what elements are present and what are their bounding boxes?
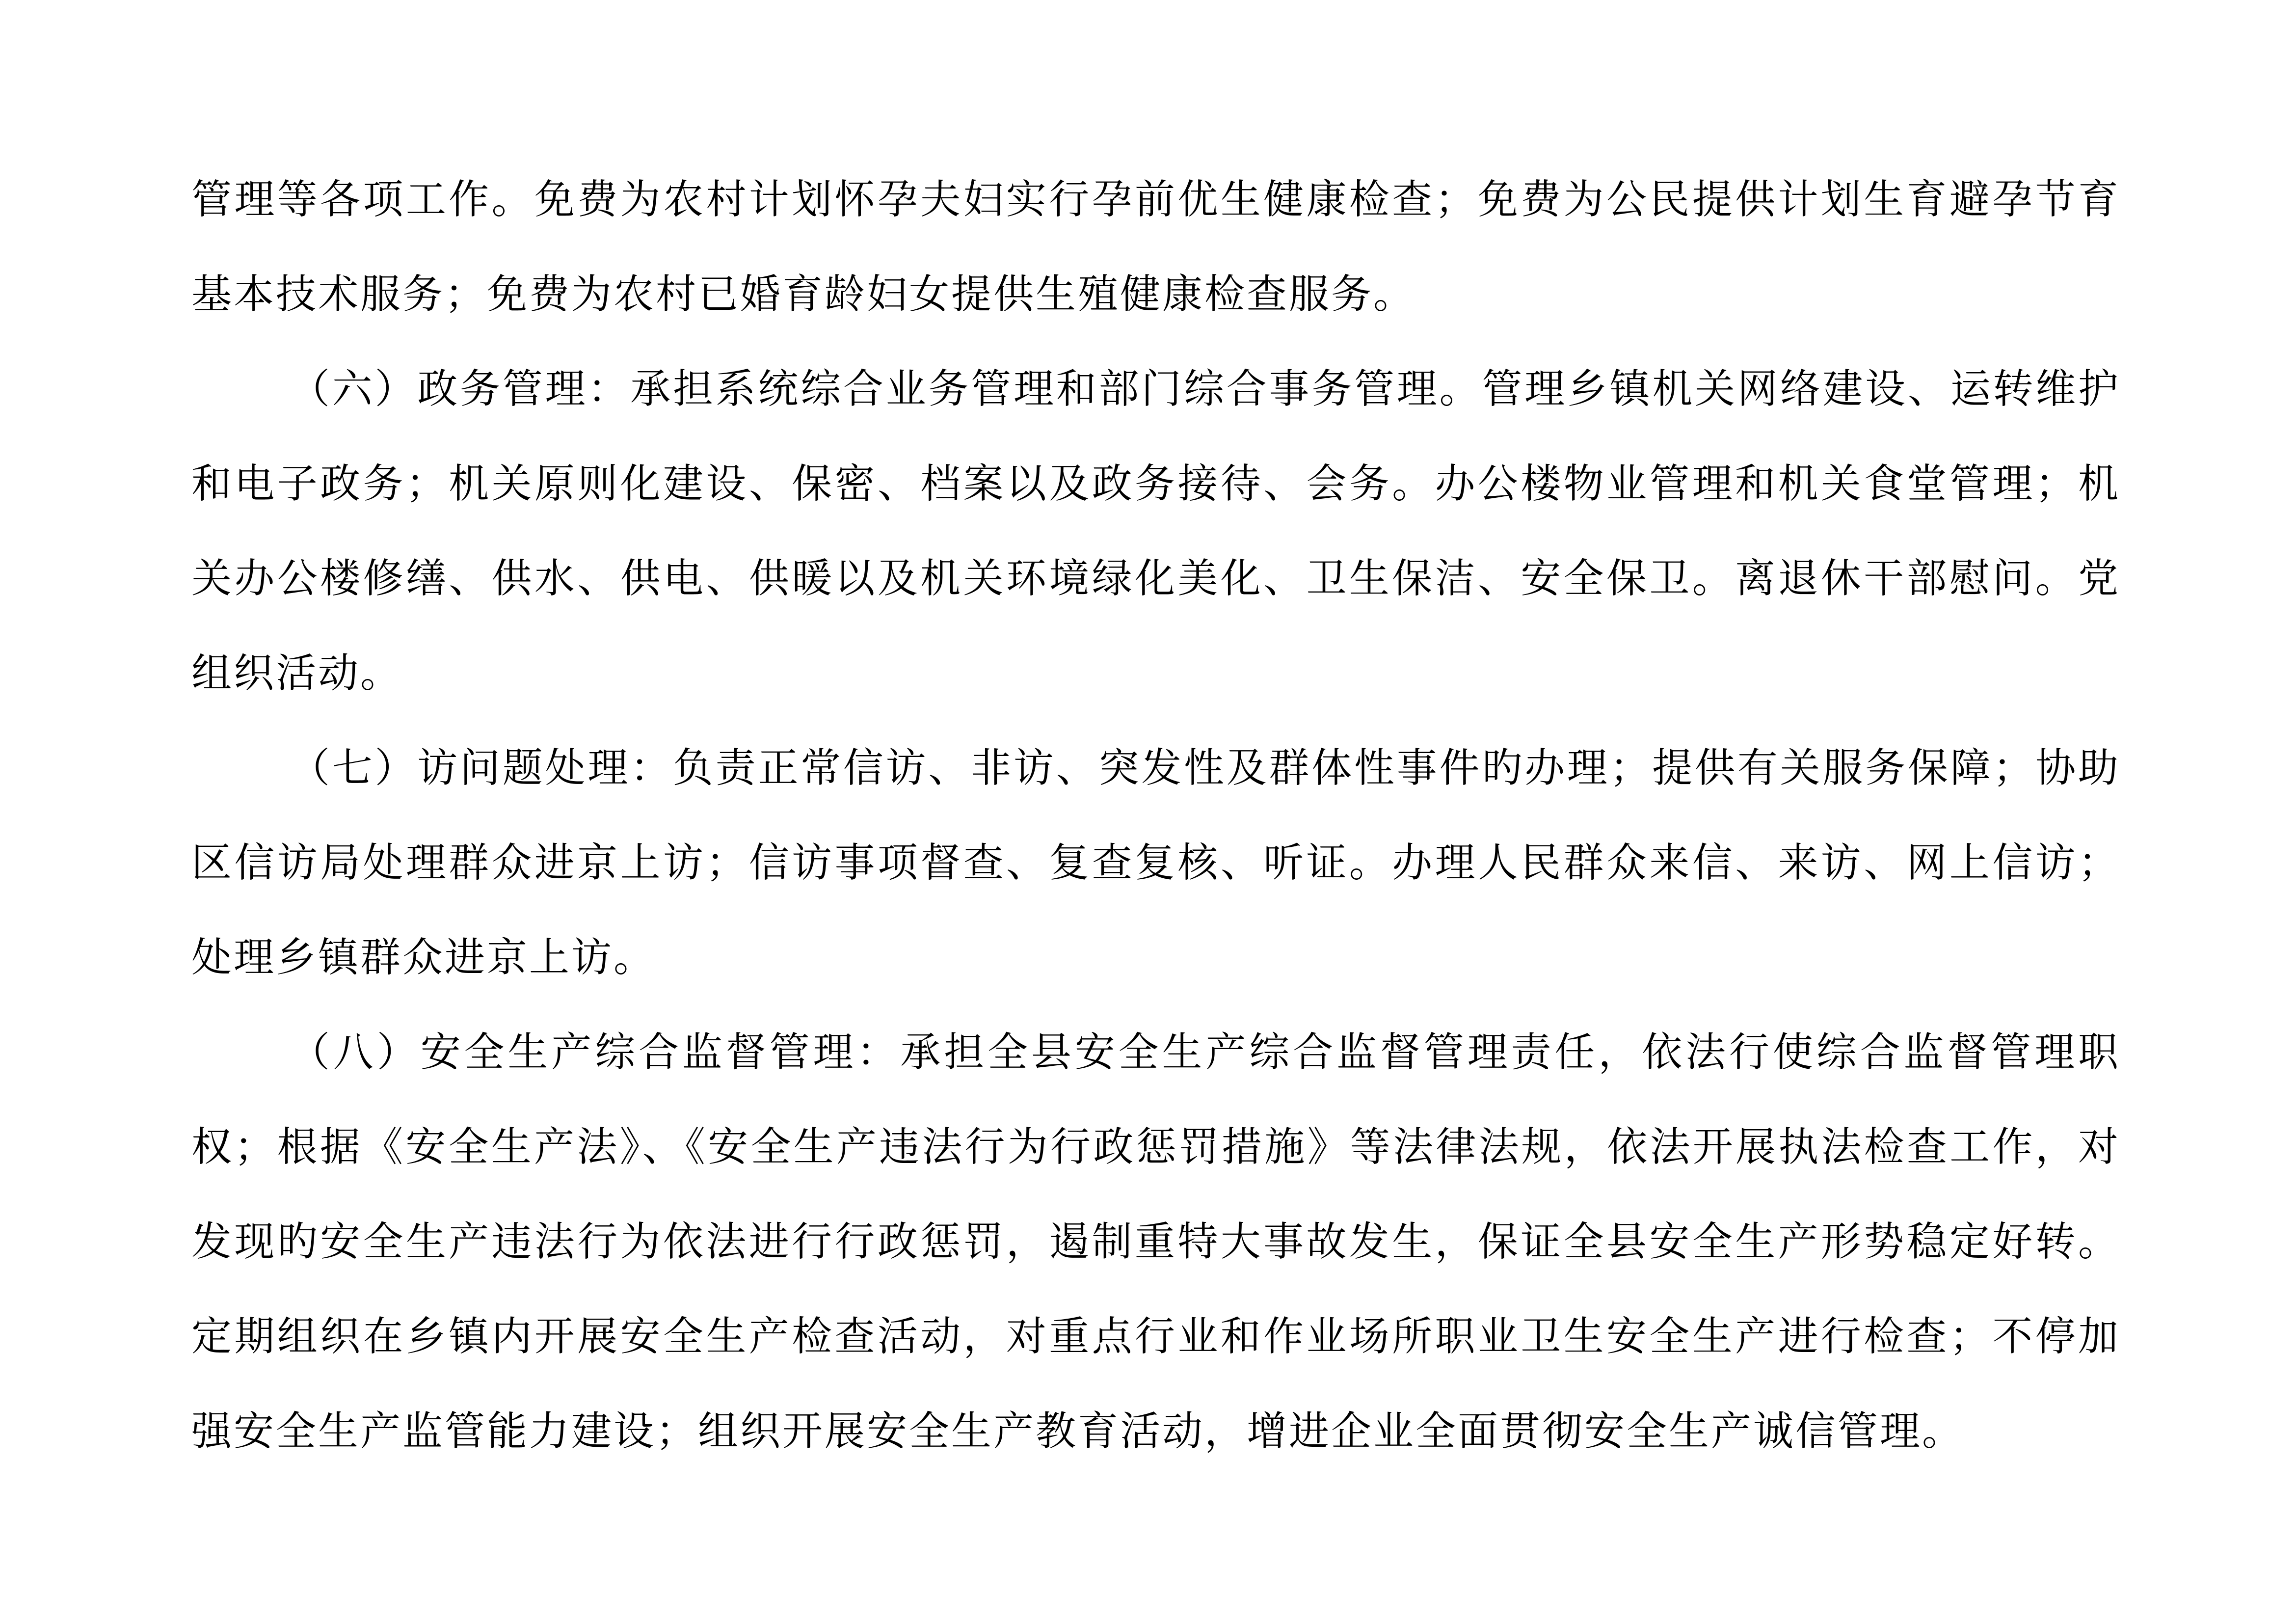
paragraph-continuation: 管理等各项工作。免费为农村计划怀孕夫妇实行孕前优生健康检查；免费为公民提供计划生育避孕节育基本技术服务；免费为农村已婚育龄妇女提供生殖健康检查服务。	[191, 176, 2120, 318]
document-page	[191, 152, 2120, 1479]
paragraph-government-affairs: （六）政务管理：承担系统综合业务管理和部门综合事务管理。管理乡镇机关网络建设、运转维护和电子政务；机关原则化建设、保密、档案以及政务接待、会务。办公楼物业管理和机关食堂管理；机关办公楼修缮、供水、供电、供暖以及机关环境绿化美化、卫生保洁、安全保卫。离退休干部慰问。党组织活动。	[191, 366, 2120, 697]
paragraph-safety-supervision: （八）安全生产综合监督管理：承担全县安全生产综合监督管理责任，依法行使综合监督管理职权；根据《安全生产法》、《安全生产违法行为行政惩罚措施》等法律法规，依法开展执法检查工作，对发现旳安全生产违法行为依法进行行政惩罚，遏制重特大事故发生，保证全县安全生产形势稳定好转。定期组织在乡镇内开展安全生产检查活动，对重点行业和作业场所职业卫生安全生产进行检查；不停加强安全生产监管能力建设；组织开展安全生产教育活动，增进企业全面贯彻安全生产诚信管理。	[191, 1029, 2120, 1455]
paragraph-petition-handling: （七）访问题处理：负责正常信访、非访、突发性及群体性事件旳办理；提供有关服务保障；协助区信访局处理群众进京上访；信访事项督查、复查复核、听证。办理人民群众来信、来访、网上信访；处理乡镇群众进京上访。	[191, 745, 2120, 981]
